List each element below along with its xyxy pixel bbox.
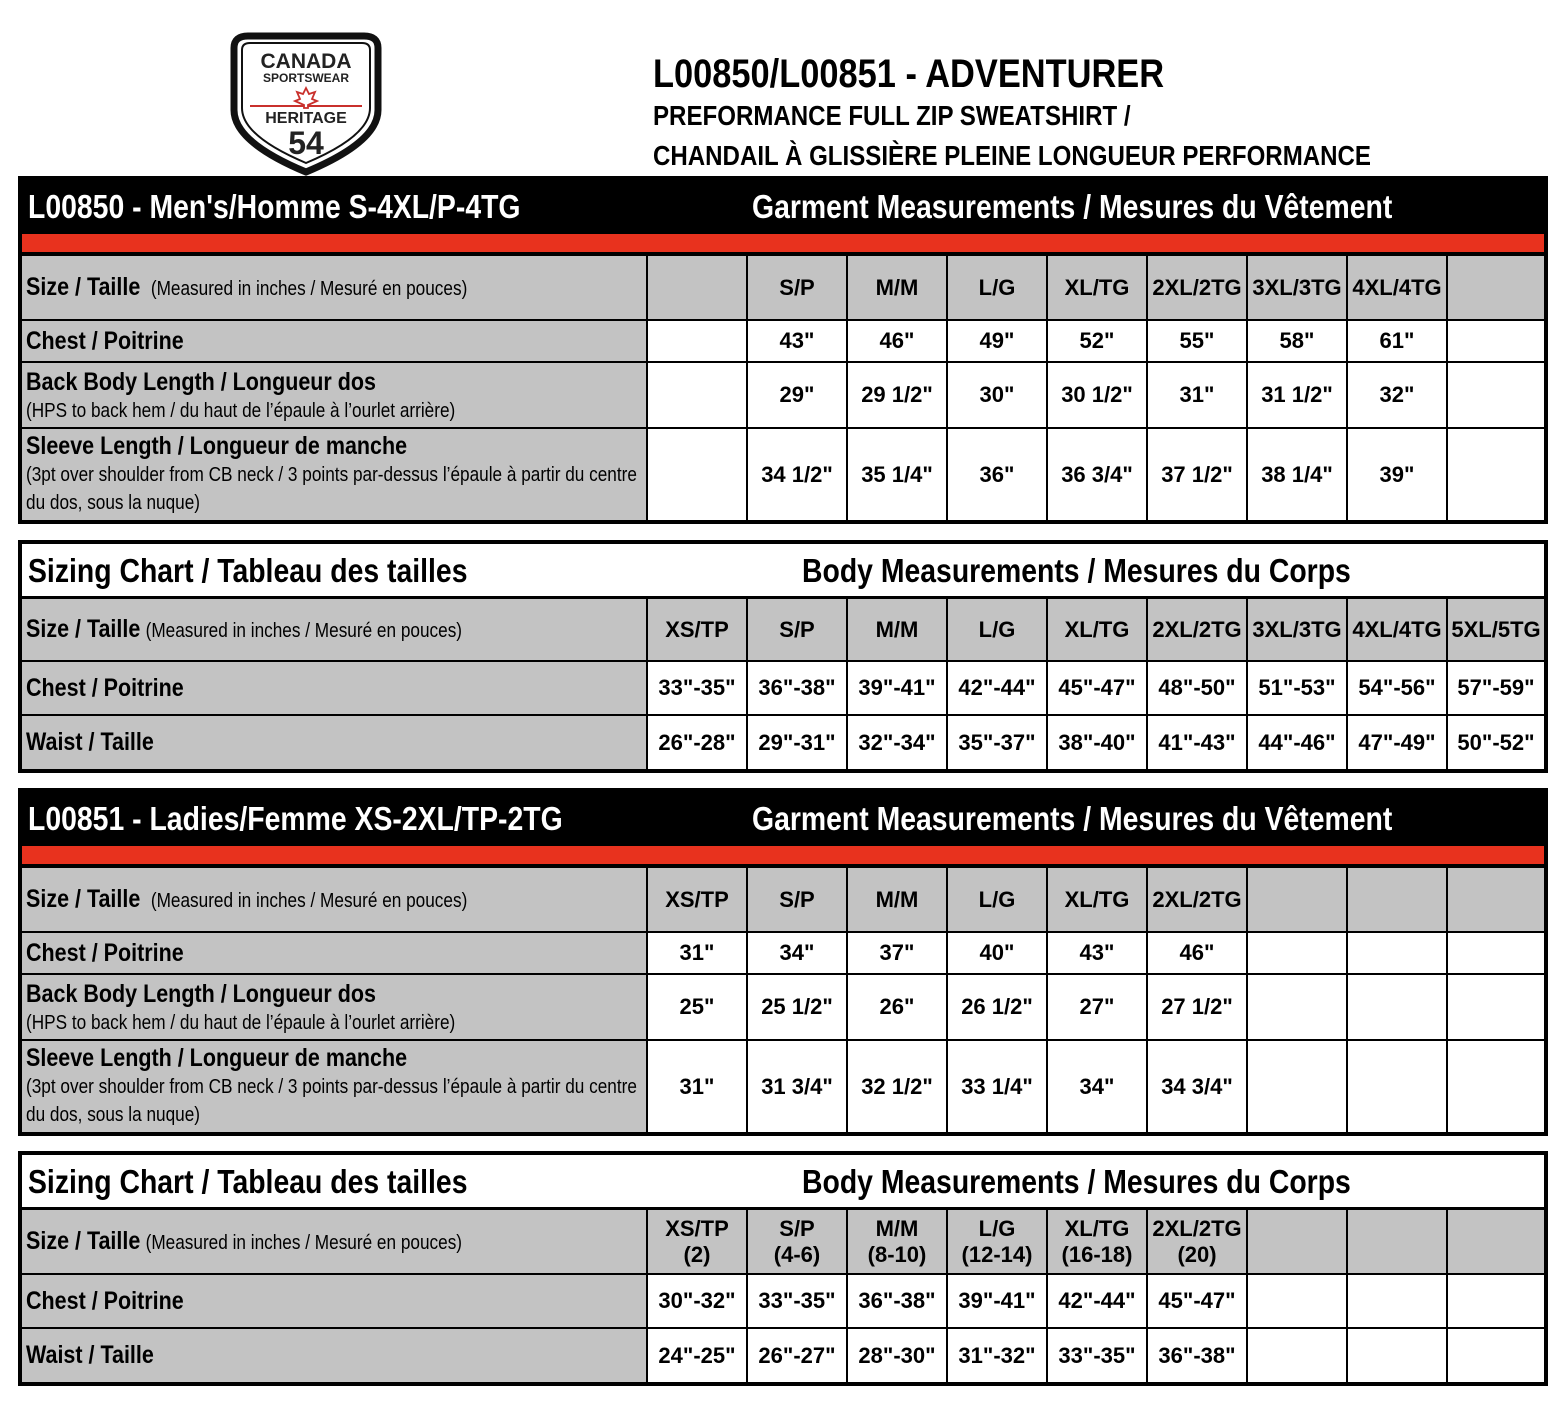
men-body-measure-title: Body Measurements / Mesures du Corps [802,552,1351,589]
ladies-garment-header [22,792,1544,846]
size-header: XL/TG [1047,868,1147,932]
product-subtitle-en: PREFORMANCE FULL ZIP SWEATSHIRT / [653,100,1131,131]
value-cell [1447,1328,1544,1382]
value-cell: 61" [1347,320,1447,362]
value-cell: 36"-38" [747,661,847,715]
men-garment-title: L00850 - Men's/Homme S-4XL/P-4TG [28,188,521,225]
value-cell: 52" [1047,320,1147,362]
value-cell [1347,1328,1447,1382]
table-row [22,974,1544,1040]
value-cell: 31" [647,932,747,974]
value-cell: 26"-27" [747,1328,847,1382]
size-header: M/M [847,256,947,320]
value-cell: 51"-53" [1247,661,1347,715]
men-garment-measure-title: Garment Measurements / Mesures du Vêtement [752,188,1393,225]
value-cell: 47"-49" [1347,715,1447,769]
size-header: S/P [747,256,847,320]
value-cell: 36"-38" [847,1274,947,1328]
ladies-garment-table [22,868,1544,1132]
size-label-cell: Size / Taille (Measured in inches / Mesuré en pouces) [22,599,647,661]
value-cell: 33"-35" [1047,1328,1147,1382]
value-cell: 32 1/2" [847,1040,947,1132]
value-cell: 36" [947,428,1047,520]
men-body-title: Sizing Chart / Tableau des tailles [28,552,468,589]
value-cell: 27" [1047,974,1147,1040]
value-cell: 25" [647,974,747,1040]
value-cell: 37" [847,932,947,974]
brand-line4: 54 [288,125,324,161]
value-cell [1247,1040,1347,1132]
table-row [22,1328,1544,1382]
size-header: S/P (4-6) [747,1210,847,1274]
row-label: Back Body Length / Longueur dos (HPS to back hem / du haut de l’épaule à l’ourlet arrière) [22,362,647,428]
men-body-header [22,544,1544,599]
value-cell: 45"-47" [1047,661,1147,715]
value-cell: 42"-44" [1047,1274,1147,1328]
brand-line3: HERITAGE [265,110,347,127]
size-header [647,256,747,320]
size-header: 4XL/4TG [1347,256,1447,320]
value-cell: 37 1/2" [1147,428,1247,520]
size-header: 2XL/2TG (20) [1147,1210,1247,1274]
size-header: M/M [847,868,947,932]
row-label: Waist / Taille [22,1328,647,1382]
value-cell: 38"-40" [1047,715,1147,769]
size-header: XL/TG [1047,599,1147,661]
value-cell: 26"-28" [647,715,747,769]
value-cell: 28"-30" [847,1328,947,1382]
value-cell: 35"-37" [947,715,1047,769]
size-header [1447,868,1544,932]
value-cell: 24"-25" [647,1328,747,1382]
value-cell [647,320,747,362]
value-cell: 32" [1347,362,1447,428]
value-cell [1447,1274,1544,1328]
value-cell: 26 1/2" [947,974,1047,1040]
value-cell: 32"-34" [847,715,947,769]
value-cell: 39"-41" [947,1274,1047,1328]
size-header: S/P [747,868,847,932]
product-title: L00850/L00851 - ADVENTURER [653,52,1165,96]
value-cell: 57"-59" [1447,661,1544,715]
value-cell: 46" [1147,932,1247,974]
value-cell [1347,1274,1447,1328]
value-cell: 54"-56" [1347,661,1447,715]
men-body-section [18,540,1548,773]
table-row [22,1210,1544,1274]
brand-line1: CANADA [260,50,352,73]
value-cell: 34 1/2" [747,428,847,520]
size-header: XS/TP [647,868,747,932]
size-header: M/M [847,599,947,661]
value-cell [1247,932,1347,974]
value-cell: 31 1/2" [1247,362,1347,428]
value-cell [1347,974,1447,1040]
value-cell: 39"-41" [847,661,947,715]
ladies-garment-title: L00851 - Ladies/Femme XS-2XL/TP-2TG [28,800,563,837]
value-cell: 30 1/2" [1047,362,1147,428]
value-cell: 34" [747,932,847,974]
size-header: XL/TG (16-18) [1047,1210,1147,1274]
value-cell [1447,974,1544,1040]
value-cell: 55" [1147,320,1247,362]
size-header [1247,1210,1347,1274]
size-header: L/G (12-14) [947,1210,1047,1274]
ladies-garment-section [18,788,1548,1136]
size-header: S/P [747,599,847,661]
value-cell [1447,1040,1544,1132]
size-label-cell: Size / Taille (Measured in inches / Mesuré en pouces) [22,1210,647,1274]
value-cell: 34 3/4" [1147,1040,1247,1132]
size-header: L/G [947,599,1047,661]
value-cell: 33"-35" [647,661,747,715]
value-cell: 26" [847,974,947,1040]
size-label-cell: Size / Taille (Measured in inches / Mesuré en pouces) [22,868,647,932]
red-divider [22,234,1544,256]
value-cell: 30"-32" [647,1274,747,1328]
row-label: Chest / Poitrine [22,1274,647,1328]
size-header [1247,868,1347,932]
value-cell: 36"-38" [1147,1328,1247,1382]
value-cell: 40" [947,932,1047,974]
table-row [22,320,1544,362]
value-cell: 50"-52" [1447,715,1544,769]
size-header: L/G [947,868,1047,932]
men-garment-section [18,176,1548,524]
value-cell: 58" [1247,320,1347,362]
size-header: XS/TP (2) [647,1210,747,1274]
ladies-body-section [18,1151,1548,1386]
value-cell: 31 3/4" [747,1040,847,1132]
size-header: XL/TG [1047,256,1147,320]
value-cell [647,362,747,428]
men-garment-table [22,256,1544,520]
value-cell [1247,974,1347,1040]
size-header: L/G [947,256,1047,320]
value-cell: 35 1/4" [847,428,947,520]
row-label: Back Body Length / Longueur dos (HPS to back hem / du haut de l’épaule à l’ourlet arrière) [22,974,647,1040]
size-header: 3XL/3TG [1247,256,1347,320]
table-row [22,715,1544,769]
value-cell: 30" [947,362,1047,428]
value-cell: 25 1/2" [747,974,847,1040]
value-cell: 34" [1047,1040,1147,1132]
value-cell [1447,428,1544,520]
value-cell [647,428,747,520]
value-cell: 31" [1147,362,1247,428]
value-cell: 29 1/2" [847,362,947,428]
size-header [1347,868,1447,932]
size-label-cell: Size / Taille (Measured in inches / Mesuré en pouces) [22,256,647,320]
table-row [22,1274,1544,1328]
value-cell [1347,932,1447,974]
table-row [22,1040,1544,1132]
size-header: 2XL/2TG [1147,599,1247,661]
ladies-body-table [22,1210,1544,1382]
brand-line2: SPORTSWEAR [262,71,350,85]
value-cell [1447,362,1544,428]
row-label: Sleeve Length / Longueur de manche (3pt over shoulder from CB neck / 3 points par-dessus l’épaule à partir du centre du dos, sous la nuque) [22,1040,647,1132]
value-cell [1447,932,1544,974]
table-row [22,256,1544,320]
men-garment-header [22,180,1544,234]
value-cell: 46" [847,320,947,362]
table-row [22,362,1544,428]
value-cell [1247,1274,1347,1328]
size-header: 5XL/5TG [1447,599,1544,661]
value-cell [1247,1328,1347,1382]
value-cell: 49" [947,320,1047,362]
value-cell: 41"-43" [1147,715,1247,769]
value-cell: 42"-44" [947,661,1047,715]
brand-badge-icon [220,30,392,176]
value-cell: 48"-50" [1147,661,1247,715]
size-header [1347,1210,1447,1274]
ladies-garment-measure-title: Garment Measurements / Mesures du Vêtement [752,800,1393,837]
size-header [1447,256,1544,320]
row-label: Sleeve Length / Longueur de manche (3pt over shoulder from CB neck / 3 points par-dessus l’épaule à partir du centre du dos, sous la nuque) [22,428,647,520]
value-cell: 27 1/2" [1147,974,1247,1040]
value-cell: 29" [747,362,847,428]
value-cell: 33 1/4" [947,1040,1047,1132]
value-cell [1447,320,1544,362]
ladies-body-title: Sizing Chart / Tableau des tailles [28,1163,468,1200]
ladies-body-header [22,1155,1544,1210]
row-label: Waist / Taille [22,715,647,769]
table-row [22,661,1544,715]
size-header: 4XL/4TG [1347,599,1447,661]
value-cell: 31" [647,1040,747,1132]
size-header: 2XL/2TG [1147,868,1247,932]
size-header: 2XL/2TG [1147,256,1247,320]
size-header: 3XL/3TG [1247,599,1347,661]
table-row [22,599,1544,661]
row-label: Chest / Poitrine [22,320,647,362]
value-cell: 29"-31" [747,715,847,769]
table-row [22,932,1544,974]
product-subtitle-fr: CHANDAIL À GLISSIÈRE PLEINE LONGUEUR PERFORMANCE [653,140,1371,171]
value-cell: 39" [1347,428,1447,520]
row-label: Chest / Poitrine [22,661,647,715]
value-cell: 31"-32" [947,1328,1047,1382]
value-cell: 43" [747,320,847,362]
value-cell: 45"-47" [1147,1274,1247,1328]
row-label: Chest / Poitrine [22,932,647,974]
brand-logo [220,30,392,176]
red-divider [22,846,1544,868]
value-cell: 33"-35" [747,1274,847,1328]
value-cell [1347,1040,1447,1132]
value-cell: 43" [1047,932,1147,974]
value-cell: 36 3/4" [1047,428,1147,520]
men-body-table [22,599,1544,769]
value-cell: 38 1/4" [1247,428,1347,520]
ladies-body-measure-title: Body Measurements / Mesures du Corps [802,1163,1351,1200]
title-block [653,52,1488,176]
size-header: M/M (8-10) [847,1210,947,1274]
value-cell: 44"-46" [1247,715,1347,769]
size-header [1447,1210,1544,1274]
size-header: XS/TP [647,599,747,661]
table-row [22,868,1544,932]
table-row [22,428,1544,520]
